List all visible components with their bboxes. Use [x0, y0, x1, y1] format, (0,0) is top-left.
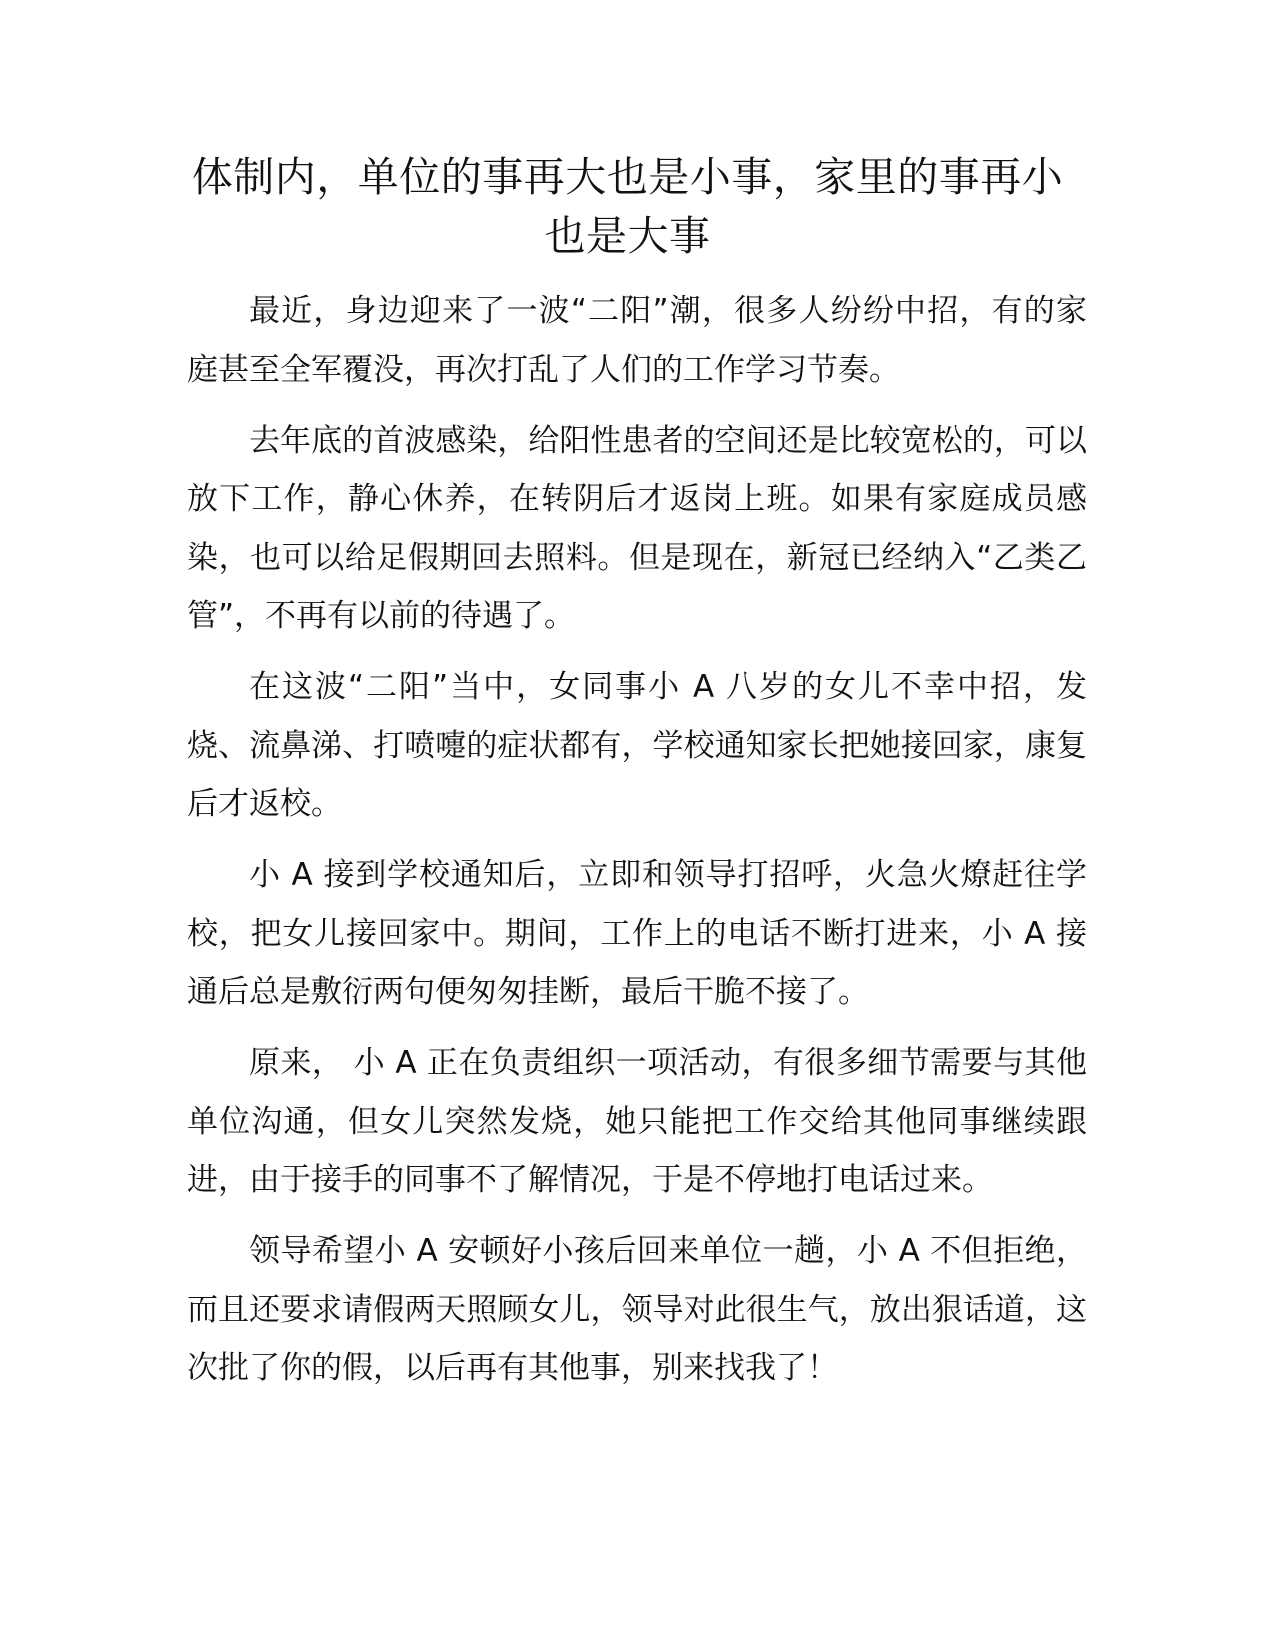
paragraph: 小 A 接到学校通知后，立即和领导打招呼，火急火燎赶往学校，把女儿接回家中。期间，工作上的电话不断打进来，小 A 接通后总是敷衍两句便匆匆挂断，最后干脆不接了。: [187, 857, 1087, 1010]
paragraph: 原来， 小 A 正在负责组织一项活动，有很多细节需要与其他单位沟通，但女儿突然发烧，她只能把工作交给其他同事继续跟进，由于接手的同事不了解情况，于是不停地打电话过来。: [187, 1045, 1087, 1198]
paragraph: 在这波“二阳”当中，女同事小 A 八岁的女儿不幸中招，发烧、流鼻涕、打喷嚏的症状都有，学校通知家长把她接回家，康复后才返校。: [187, 669, 1087, 822]
document-body: [187, 282, 1087, 1410]
document-title: 体制内，单位的事再大也是小事，家里的事再小也是大事: [191, 153, 1064, 260]
paragraph: 去年底的首波感染，给阳性患者的空间还是比较宽松的，可以放下工作，静心休养，在转阴后才返岗上班。如果有家庭成员感染，也可以给足假期回去照料。但是现在，新冠已经纳入“乙类乙管”，不再有以前的待遇了。: [187, 422, 1087, 634]
paragraph: 领导希望小 A 安顿好小孩后回来单位一趟，小 A 不但拒绝，而且还要求请假两天照顾女儿，领导对此很生气，放出狠话道，这次批了你的假，以后再有其他事，别来找我了！: [187, 1233, 1087, 1386]
paragraph: 最近，身边迎来了一波“二阳”潮，很多人纷纷中招，有的家庭甚至全军覆没，再次打乱了人们的工作学习节奏。: [187, 293, 1087, 388]
